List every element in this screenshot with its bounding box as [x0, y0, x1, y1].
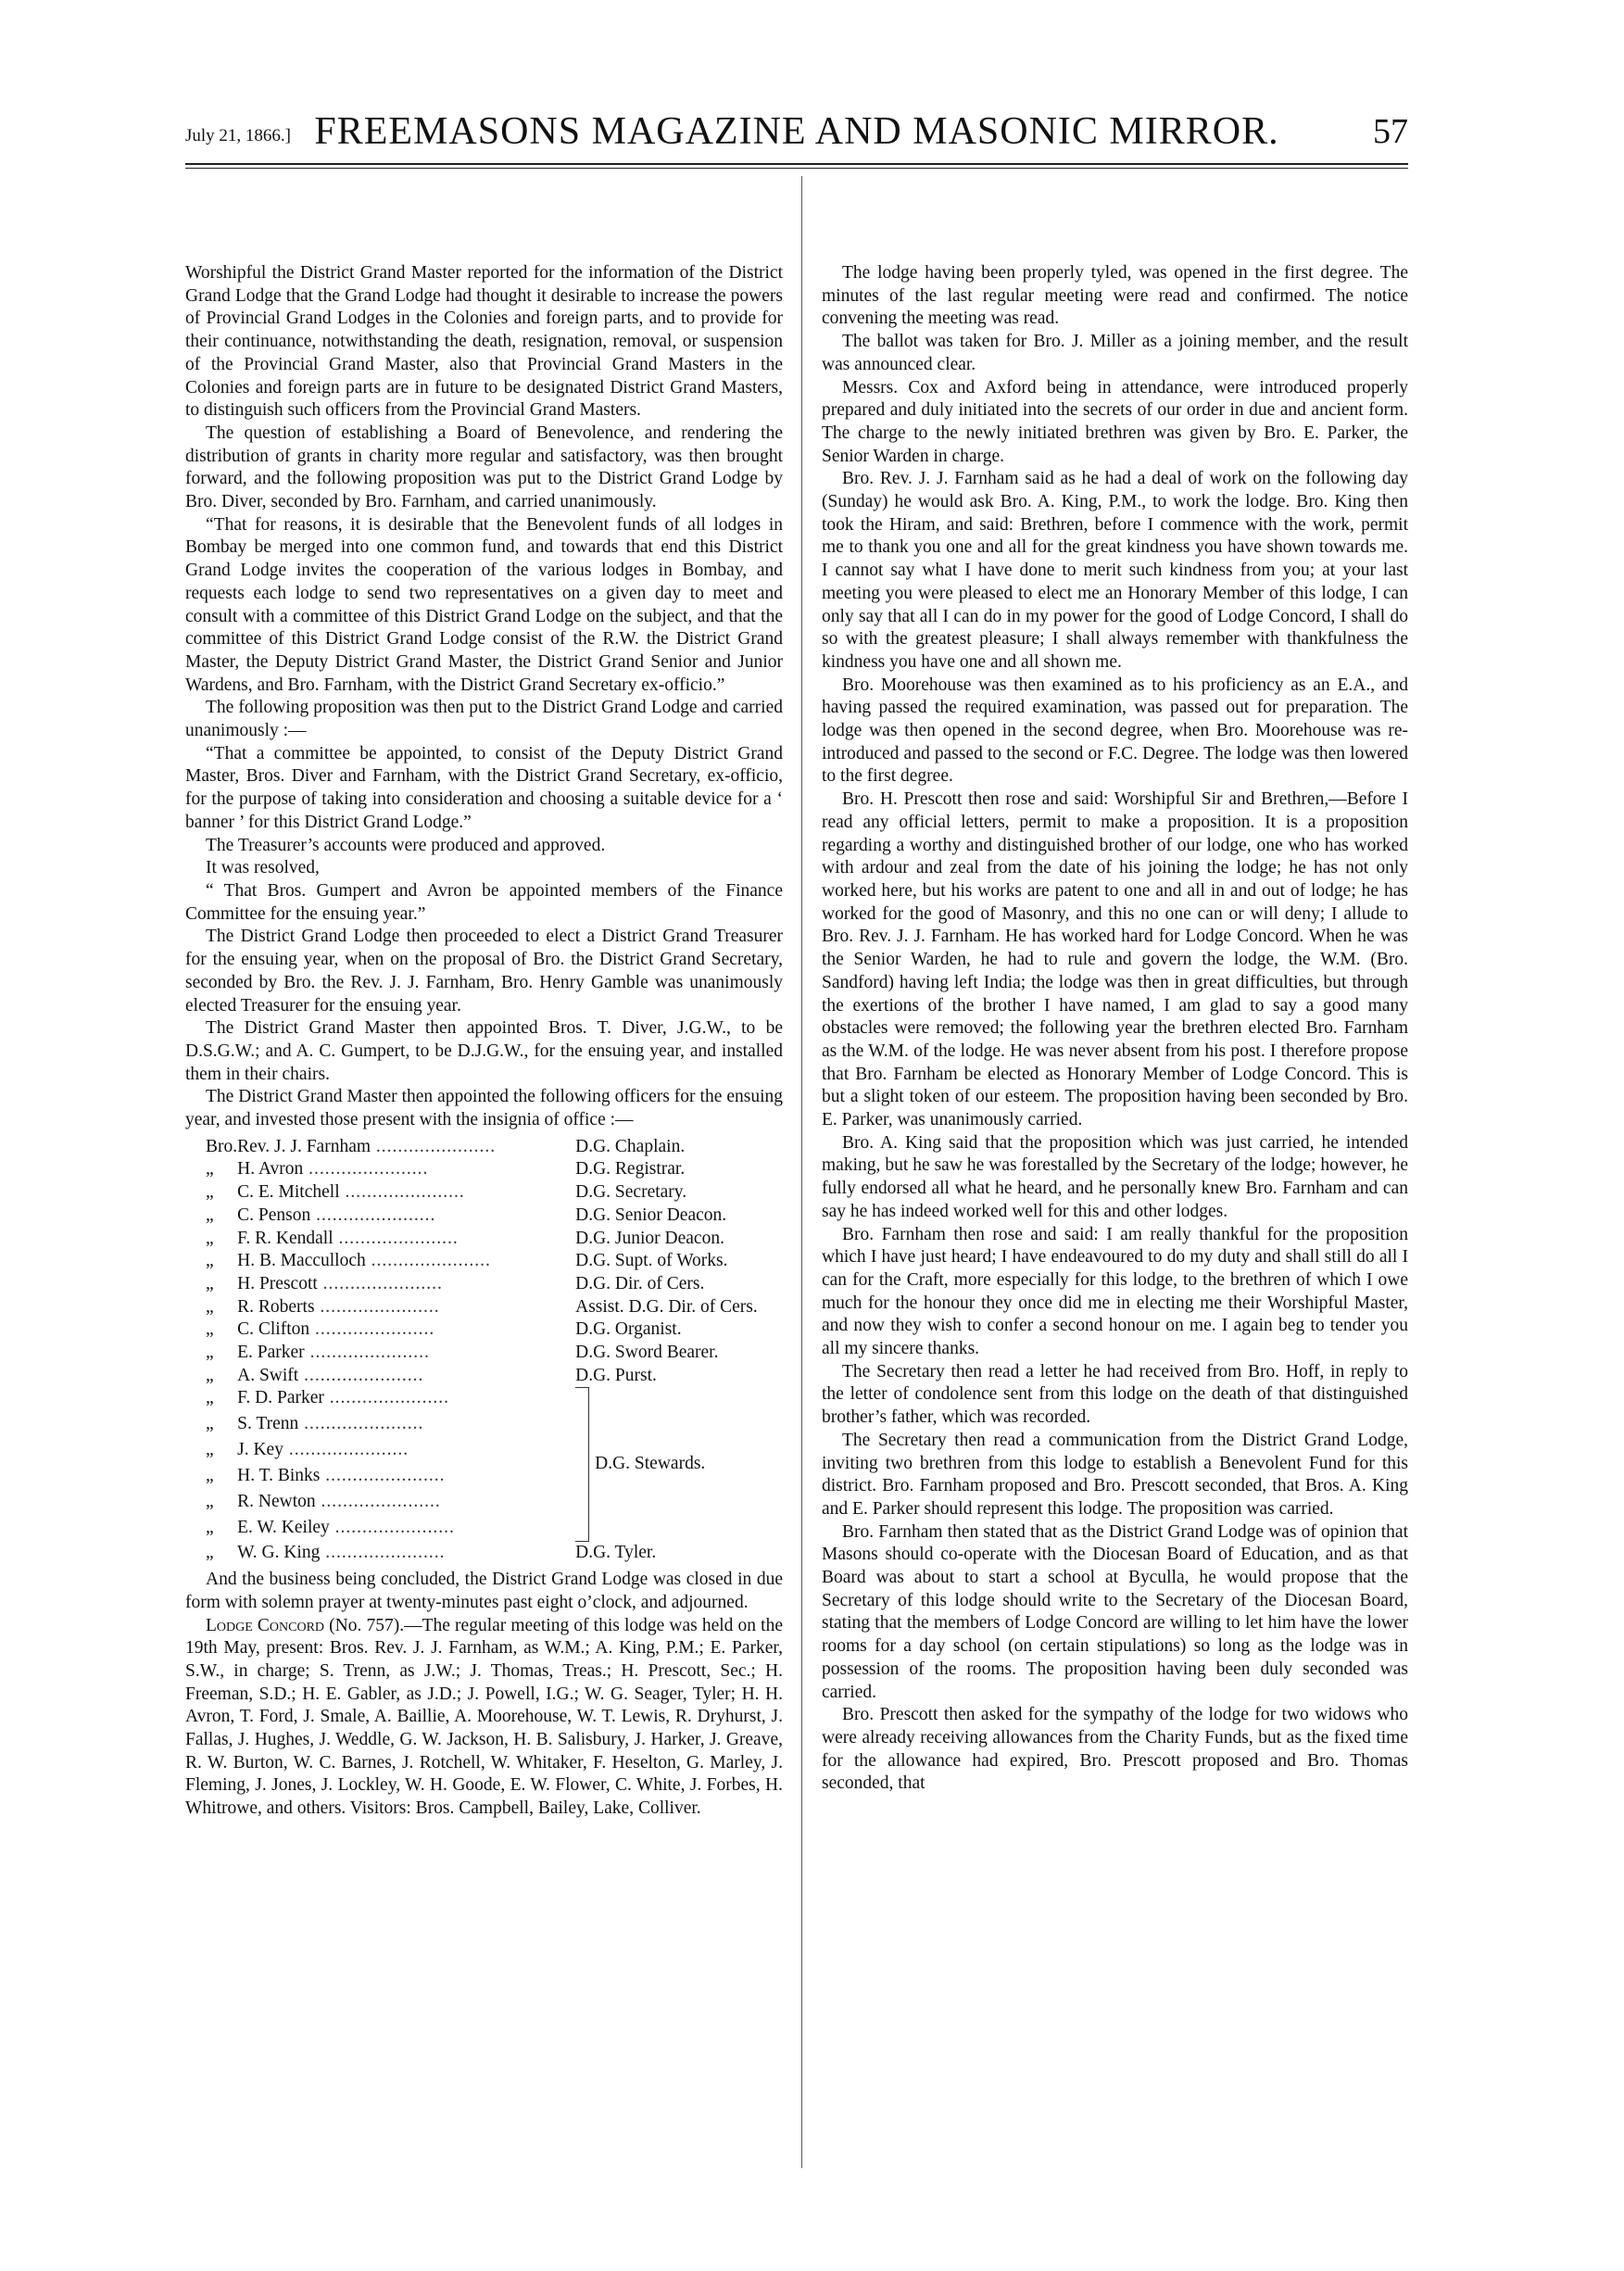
- officer-name: [237, 1228, 575, 1251]
- officer-prefix: „: [206, 1273, 214, 1293]
- officer-prefix: Bro.: [206, 1136, 238, 1156]
- quotation: “ That Bros. Gumpert and Avron be appointed members of the Finance Committee for the ensuing year.”: [185, 880, 783, 924]
- column-divider: [801, 176, 802, 2168]
- paragraph: Bro. Moorehouse was then examined as to his proficiency as an E.A., and having passed the required examination, was passed out for preparation. The lodge was then opened in the second degree, when Bro. Moorehouse was re-introduced and passed to the second or F.C. Degree. The lodge was then lowered to the first degree.: [822, 675, 1408, 787]
- paragraph: The Secretary then read a letter he had received from Bro. Hoff, in reply to the letter of condolence sent from this lodge on the death of that distinguished brother’s father, which was recorded.: [822, 1361, 1408, 1428]
- dot-leader: ......................: [303, 1159, 429, 1180]
- header-rule-thin: [185, 168, 1408, 169]
- officer-prefix: „: [206, 1159, 214, 1180]
- paragraph: The lodge having been properly tyled, was opened in the first degree. The minutes of the last regular meeting were read and confirmed. The notice convening the meeting was read.: [822, 263, 1408, 329]
- officer-office: D.G. Purst.: [575, 1365, 657, 1385]
- right-column: [822, 262, 1408, 1796]
- officer-name-text: S. Trenn: [237, 1414, 299, 1434]
- officer-office: D.G. Junior Deacon.: [575, 1228, 724, 1248]
- paragraph: Bro. Rev. J. J. Farnham said as he had a deal of work on the following day (Sunday) he would ask Bro. A. King, P.M., to work the lodge. Bro. King then took the Hiram, and said: Brethren, before I commence with the work, permit me to thank you one and all for the great kindness you have shown towards me. I cannot say what I have done to merit such kindness from you; at your last meeting you were pleased to elect me an Honorary Member of this lodge, I can only say that all I can do in my power for the good of Lodge Concord, I shall do so with the greatest pleasure; I shall always remember with thankfulness the kindness you have one and all shown me.: [822, 469, 1408, 672]
- dot-leader: ......................: [371, 1136, 497, 1156]
- officer-name: [237, 1387, 575, 1413]
- officer-row: [185, 1250, 758, 1273]
- officer-name-text: H. Prescott: [237, 1273, 318, 1293]
- officer-row: [185, 1365, 758, 1388]
- paragraph: Bro. Farnham then stated that as the District Grand Lodge was of opinion that Masons should co-operate with the Diocesan Board of Education, and as that Board was about to start a school at Byculla, he would propose that the Secretary of this lodge should write to the Secretary of the Diocesan Board, stating that the members of Lodge Concord are willing to let him have the lower rooms for a day school (on certain stipulations) so long as the lodge was in possession of the rooms. The proposition having been duly seconded was carried.: [822, 1521, 1408, 1702]
- dot-leader: ......................: [339, 1182, 465, 1203]
- brace-glyph: [575, 1387, 589, 1542]
- header-rule-thick: [185, 163, 1408, 165]
- paragraph: The Treasurer’s accounts were produced and approved.: [206, 835, 606, 855]
- officer-row: [185, 1342, 758, 1365]
- officer-name: [237, 1342, 575, 1365]
- officer-prefix: „: [206, 1440, 214, 1460]
- stewards-office-text: D.G. Stewards.: [595, 1454, 706, 1474]
- officer-name: [237, 1365, 575, 1388]
- officer-prefix: „: [206, 1491, 214, 1511]
- officer-prefix: „: [206, 1228, 214, 1248]
- officer-name-text: W. G. King: [237, 1543, 321, 1563]
- dot-leader: ......................: [298, 1414, 424, 1434]
- lodge-name-heading: Lodge Concord: [206, 1615, 325, 1635]
- page-number: 57: [1373, 112, 1408, 151]
- dot-leader: ......................: [304, 1343, 430, 1363]
- officer-office: D.G. Supt. of Works.: [575, 1251, 728, 1271]
- officer-name: [237, 1136, 575, 1159]
- left-column: [185, 262, 783, 1821]
- officer-name-text: R. Newton: [237, 1491, 316, 1511]
- dot-leader: ......................: [315, 1491, 441, 1511]
- officer-office: D.G. Dir. of Cers.: [575, 1273, 705, 1293]
- issue-date: July 21, 1866.]: [185, 126, 291, 145]
- officer-prefix: „: [206, 1465, 214, 1485]
- masthead: [185, 109, 1408, 156]
- officer-name-text: C. Penson: [237, 1205, 311, 1225]
- dot-leader: ......................: [329, 1517, 455, 1537]
- officer-row: [185, 1136, 758, 1159]
- officer-name-text: H. B. Macculloch: [237, 1251, 366, 1271]
- officer-name-text: H. Avron: [237, 1159, 304, 1180]
- officer-prefix: „: [206, 1205, 214, 1225]
- dot-leader: ......................: [298, 1365, 424, 1385]
- officers-list: [185, 1136, 758, 1565]
- officer-name: [237, 1296, 575, 1319]
- dot-leader: ......................: [323, 1388, 450, 1408]
- steward-row: [185, 1387, 758, 1413]
- dot-leader: ......................: [314, 1296, 440, 1317]
- dot-leader: ......................: [317, 1273, 443, 1293]
- officer-name-text: H. T. Binks: [237, 1465, 321, 1485]
- officer-name-text: J. Key: [237, 1440, 283, 1460]
- officer-name-text: R. Roberts: [237, 1296, 315, 1317]
- paragraph: The ballot was taken for Bro. J. Miller as a joining member, and the result was announced clear.: [822, 332, 1408, 374]
- quotation: “That a committee be appointed, to consist of the Deputy District Grand Master, Bros. Diver and Farnham, with the District Grand Secretary, ex-officio, for the purpose of taking into consideration and choosing a suitable device for a ‘ banner ’ for this District Grand Lodge.”: [185, 743, 783, 832]
- paragraph: The following proposition was then put to the District Grand Lodge and carried unanimously :—: [185, 698, 783, 741]
- officer-prefix: „: [206, 1388, 214, 1408]
- paragraph: Bro. Farnham then rose and said: I am really thankful for the proposition which I have just heard; I have endeavoured to do my duty and shall still do all I can for the Craft, more especially for this lodge, to the brethren of which I owe much for the honour they once did me in electing me their Worshipful Master, and now they wish to confer a second honour on me. I again beg to tender you all my sincere thanks.: [822, 1224, 1408, 1359]
- officer-name: [237, 1181, 575, 1205]
- paragraph: It was resolved,: [206, 858, 320, 878]
- officer-name-text: F. D. Parker: [237, 1388, 324, 1408]
- paragraph: Bro. H. Prescott then rose and said: Worshipful Sir and Brethren,—Before I read any official letters, permit to make a proposition. It is a proposition regarding a worthy and distinguished brother of our lodge, one who has worked with ardour and zeal from the date of his joining the lodge; he has not only worked here, but his works are patent to one and all in and out of lodge; he has worked for the good of Masonry, and this no one can or will deny; I allude to Bro. Rev. J. J. Farnham. He has worked hard for Lodge Concord. When he was the Senior Warden, he had to rule and govern the lodge, the W.M. (Bro. Sandford) having left India; the lodge was then in great difficulties, but through the exertions of the brother I have named, I am glad to say a good many obstacles were removed; the following year the brethren elected Bro. Farnham as the W.M. of the lodge. He was never absent from his post. I therefore propose that Bro. Farnham be elected as Honorary Member of Lodge Concord. This is but a slight token of our esteem. The proposition having been seconded by Bro. E. Parker, was unanimously carried.: [822, 789, 1408, 1130]
- officer-name: [237, 1273, 575, 1296]
- officer-office: D.G. Chaplain.: [575, 1136, 686, 1156]
- dot-leader: ......................: [309, 1319, 435, 1340]
- paragraph: Worshipful the District Grand Master reported for the information of the District Grand Lodge that the Grand Lodge had thought it desirable to increase the powers of Provincial Grand Lodges in the Colonies and foreign parts, and to provide for their continuance, notwithstanding the death, resignation, removal, or suspension of the Provincial Grand Master, also that Provincial Grand Masters in the Colonies and foreign parts are in future to be designated District Grand Masters, to distinguish such officers from the Provincial Grand Masters.: [185, 263, 783, 421]
- dot-leader: ......................: [283, 1440, 409, 1460]
- officer-name: [237, 1205, 575, 1228]
- officer-office: D.G. Senior Deacon.: [575, 1205, 727, 1225]
- officer-name: [237, 1517, 575, 1543]
- officer-office: D.G. Tyler.: [575, 1543, 657, 1563]
- officer-name: [237, 1465, 575, 1491]
- officer-office: D.G. Secretary.: [575, 1182, 687, 1203]
- paragraph: The District Grand Master then appointed the following officers for the ensuing year, and invested those present with the insignia of office :—: [185, 1087, 783, 1130]
- dot-leader: ......................: [365, 1251, 491, 1271]
- officer-prefix: „: [206, 1319, 214, 1340]
- lodge-concord-text: (No. 757).—The regular meeting of this lodge was held on the 19th May, present: Bros. Rev. J. J. Farnham, as W.M.; A. King, P.M.; E. Parker, S.W., in charge; S. Trenn, as J.W.; J. Thomas, Treas.; H. Prescott, Sec.; H. Freeman, S.D.; H. E. Gabler, as J.D.; J. Powell, I.G.; W. G. Seager, Tyler; H. H. Avron, T. Ford, J. Smale, A. Baillie, A. Moorehouse, W. T. Lewis, R. Dryhurst, J. Fallas, J. Hughes, J. Weddle, G. W. Jackson, H. B. Salisbury, J. Harker, J. Greave, R. W. Burton, W. C. Barnes, J. Rotchell, W. Whitaker, F. Heselton, G. Marley, J. Fleming, J. Jones, J. Lockley, W. H. Goode, E. W. Flower, C. White, J. Forbes, H. Whitrowe, and others. Visitors: Bros. Campbell, Bailey, Lake, Colliver.: [185, 1615, 783, 1819]
- officer-name: [237, 1318, 575, 1342]
- paragraph: Messrs. Cox and Axford being in attendance, were introduced properly prepared and duly initiated into the secrets of our order in due and ancient form. The charge to the newly initiated brethren was given by Bro. E. Parker, the Senior Warden in charge.: [822, 377, 1408, 466]
- paragraph: Bro. Prescott then asked for the sympathy of the lodge for two widows who were already receiving allowances from the Charity Funds, but as the fixed time for the allowance had expired, Bro. Prescott proposed and Bro. Thomas seconded, that: [822, 1705, 1408, 1794]
- officer-prefix: „: [206, 1251, 214, 1271]
- officer-name: [237, 1439, 575, 1465]
- quotation: “That for reasons, it is desirable that the Benevolent funds of all lodges in Bombay be merged into one common fund, and towards that end this District Grand Lodge invites the cooperation of the various lodges in Bombay, and requests each lodge to send two representatives on a given day to meet and consult with a committee of this District Grand Lodge on the subject, and that the committee of this District Grand Lodge consist of the R.W. the District Grand Master, the Deputy District Grand Master, the District Grand Senior and Junior Wardens, and Bro. Farnham, with the District Grand Secretary ex-officio.”: [185, 514, 783, 695]
- officer-prefix: „: [206, 1517, 214, 1537]
- officer-name-text: A. Swift: [237, 1365, 299, 1385]
- officer-row: [185, 1205, 758, 1228]
- dot-leader: ......................: [320, 1465, 446, 1485]
- officer-row: [185, 1158, 758, 1181]
- officer-office: Assist. D.G. Dir. of Cers.: [575, 1296, 758, 1317]
- lodge-concord-report: [185, 1615, 783, 1821]
- officer-prefix: „: [206, 1365, 214, 1385]
- paragraph: The Secretary then read a communication from the District Grand Lodge, inviting two brethren from this lodge to establish a Benevolent Fund for this district. Bro. Farnham proposed and Bro. Prescott seconded, that Bros. A. King and E. Parker should represent this lodge. The proposition was carried.: [822, 1430, 1408, 1519]
- officer-office: D.G. Organist.: [575, 1319, 682, 1340]
- officer-row: [185, 1318, 758, 1342]
- officer-row: [185, 1542, 758, 1565]
- paragraph: Bro. A. King said that the proposition which was just carried, he intended making, but he saw he was forestalled by the Secretary of the lodge; however, he fully endorsed all what he heard, and he personally knew Bro. Farnham and can say he has indeed worked well for this and other lodges.: [822, 1132, 1408, 1221]
- officer-name-text: E. Parker: [237, 1343, 305, 1363]
- paragraph: The District Grand Master then appointed Bros. T. Diver, J.G.W., to be D.S.G.W.; and A. C. Gumpert, to be D.J.G.W., for the ensuing year, and installed them in their chairs.: [185, 1018, 783, 1084]
- officer-name-text: C. E. Mitchell: [237, 1182, 340, 1203]
- officer-office: D.G. Registrar.: [575, 1159, 686, 1180]
- paragraph: And the business being concluded, the District Grand Lodge was closed in due form with solemn prayer at twenty-minutes past eight o’clock, and adjourned.: [185, 1570, 783, 1612]
- paragraph: The District Grand Lodge then proceeded to elect a District Grand Treasurer for the ensuing year, when on the proposal of Bro. the District Grand Secretary, seconded by Bro. the Rev. J. J. Farnham, Bro. Henry Gamble was unanimously elected Treasurer for the ensuing year.: [185, 927, 783, 1016]
- dot-leader: ......................: [310, 1205, 436, 1225]
- officer-prefix: „: [206, 1182, 214, 1203]
- magazine-title: FREEMASONS MAGAZINE AND MASONIC MIRROR.: [314, 110, 1279, 153]
- stewards-office: [575, 1387, 758, 1542]
- officer-name-text: Rev. J. J. Farnham: [237, 1136, 371, 1156]
- officer-prefix: „: [206, 1543, 214, 1563]
- officer-row: [185, 1296, 758, 1319]
- officer-prefix: „: [206, 1343, 214, 1363]
- dot-leader: ......................: [333, 1228, 459, 1248]
- officer-name: [237, 1542, 575, 1565]
- officer-row: [185, 1181, 758, 1205]
- officer-prefix: „: [206, 1296, 214, 1317]
- officer-name: [237, 1491, 575, 1517]
- officer-name-text: C. Clifton: [237, 1319, 310, 1340]
- officer-prefix: „: [206, 1414, 214, 1434]
- officer-name-text: F. R. Kendall: [237, 1228, 334, 1248]
- paragraph: The question of establishing a Board of Benevolence, and rendering the distribution of grants in charity more regular and satisfactory, was then brought forward, and the following proposition was put to the District Grand Lodge by Bro. Diver, seconded by Bro. Farnham, and carried unanimously.: [185, 423, 783, 512]
- officer-name: [237, 1250, 575, 1273]
- officer-name: [237, 1158, 575, 1181]
- officer-office: D.G. Sword Bearer.: [575, 1343, 719, 1363]
- officer-row: [185, 1273, 758, 1296]
- dot-leader: ......................: [320, 1543, 446, 1563]
- officer-name: [237, 1413, 575, 1439]
- officer-name-text: E. W. Keiley: [237, 1517, 330, 1537]
- officer-row: [185, 1228, 758, 1251]
